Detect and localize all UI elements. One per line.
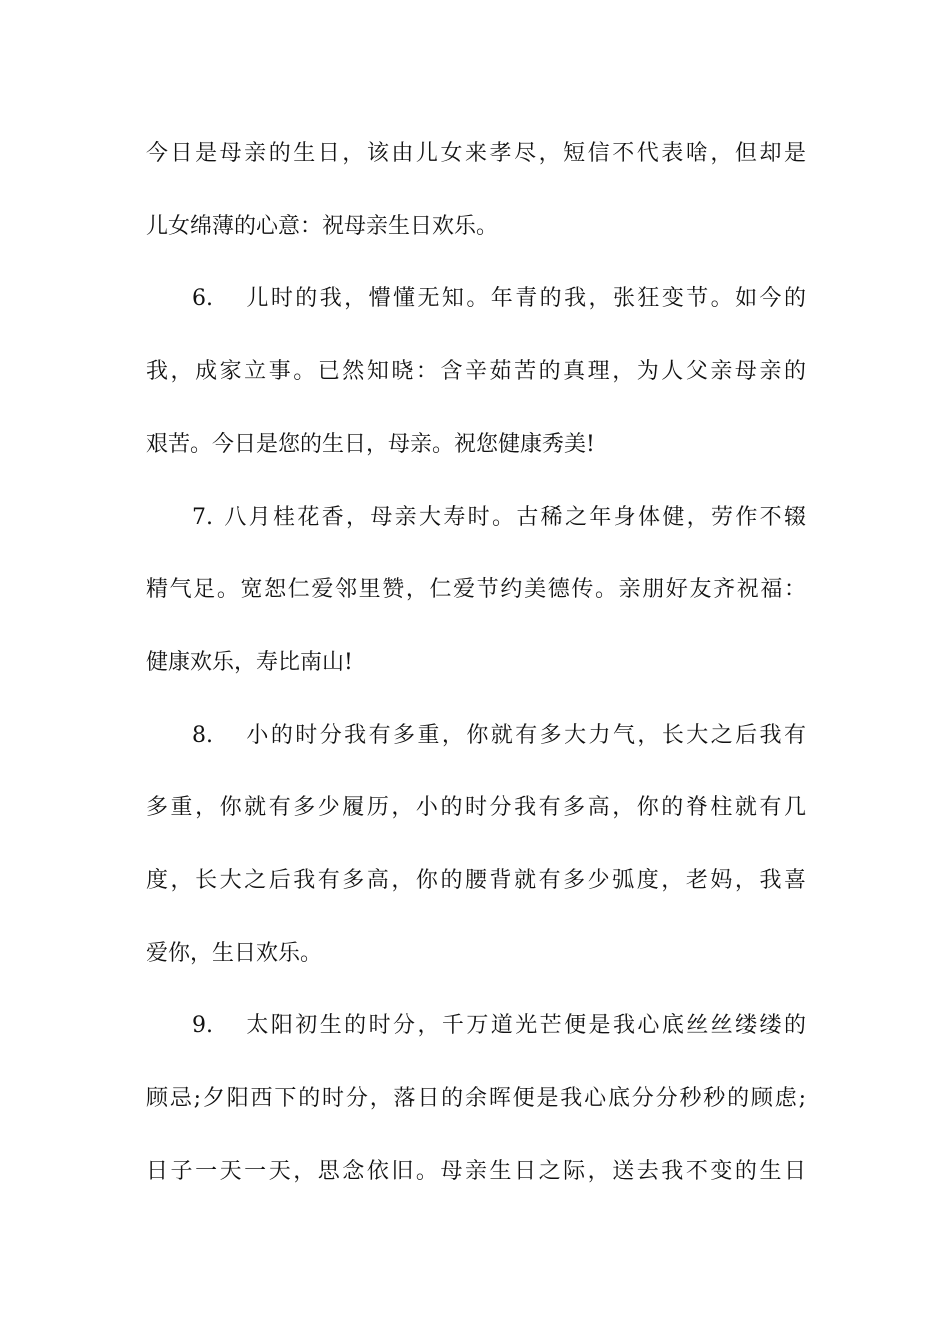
text-line: 健康欢乐，寿比南山! xyxy=(146,649,353,675)
text-line: 儿女绵薄的心意：祝母亲生日欢乐。 xyxy=(146,213,499,239)
item-number: 9. xyxy=(192,1013,213,1039)
paragraph-continuation xyxy=(146,118,806,263)
document-body xyxy=(146,118,806,1209)
text-line-content: 八月桂花香，母亲大寿时。古稀之年身体健，劳作不辍 xyxy=(222,504,806,530)
text-line-content: 太阳初生的时分，千万道光芒便是我心底丝丝缕缕的 xyxy=(244,1013,806,1039)
item-number: 8. xyxy=(192,722,213,748)
paragraph-item-6 xyxy=(146,263,806,481)
text-line-first xyxy=(146,263,806,336)
paragraph-item-7 xyxy=(146,482,806,700)
text-line-content: 儿时的我，懵懂无知。年青的我，张狂变节。如今的 xyxy=(244,286,806,312)
text-line-first xyxy=(146,990,806,1063)
text-line: 艰苦。今日是您的生日，母亲。祝您健康秀美! xyxy=(146,431,595,457)
text-line: 度，长大之后我有多高，你的腰背就有多少弧度，老妈，我喜 xyxy=(146,868,806,894)
text-line-first xyxy=(146,700,806,773)
text-line: 我，成家立事。已然知晓：含辛茹苦的真理，为人父亲母亲的 xyxy=(146,359,806,385)
text-line: 多重，你就有多少履历，小的时分我有多高，你的脊柱就有几 xyxy=(146,795,806,821)
paragraph-item-9 xyxy=(146,990,806,1208)
text-line: 顾忌;夕阳西下的时分，落日的余晖便是我心底分分秒秒的顾虑; xyxy=(146,1086,806,1112)
text-line: 爱你，生日欢乐。 xyxy=(146,940,323,966)
text-line-first xyxy=(146,482,806,555)
text-line: 日子一天一天，思念依旧。母亲生日之际，送去我不变的生日 xyxy=(146,1158,806,1184)
text-line-content: 小的时分我有多重，你就有多大力气，长大之后我有 xyxy=(244,722,806,748)
text-line: 今日是母亲的生日，该由儿女来孝尽，短信不代表啥，但却是 xyxy=(146,141,806,166)
paragraph-item-8 xyxy=(146,700,806,991)
item-number: 6. xyxy=(192,286,213,312)
text-line: 精气足。宽恕仁爱邻里赞，仁爱节约美德传。亲朋好友齐祝福： xyxy=(146,577,806,603)
item-number: 7. xyxy=(192,504,213,530)
